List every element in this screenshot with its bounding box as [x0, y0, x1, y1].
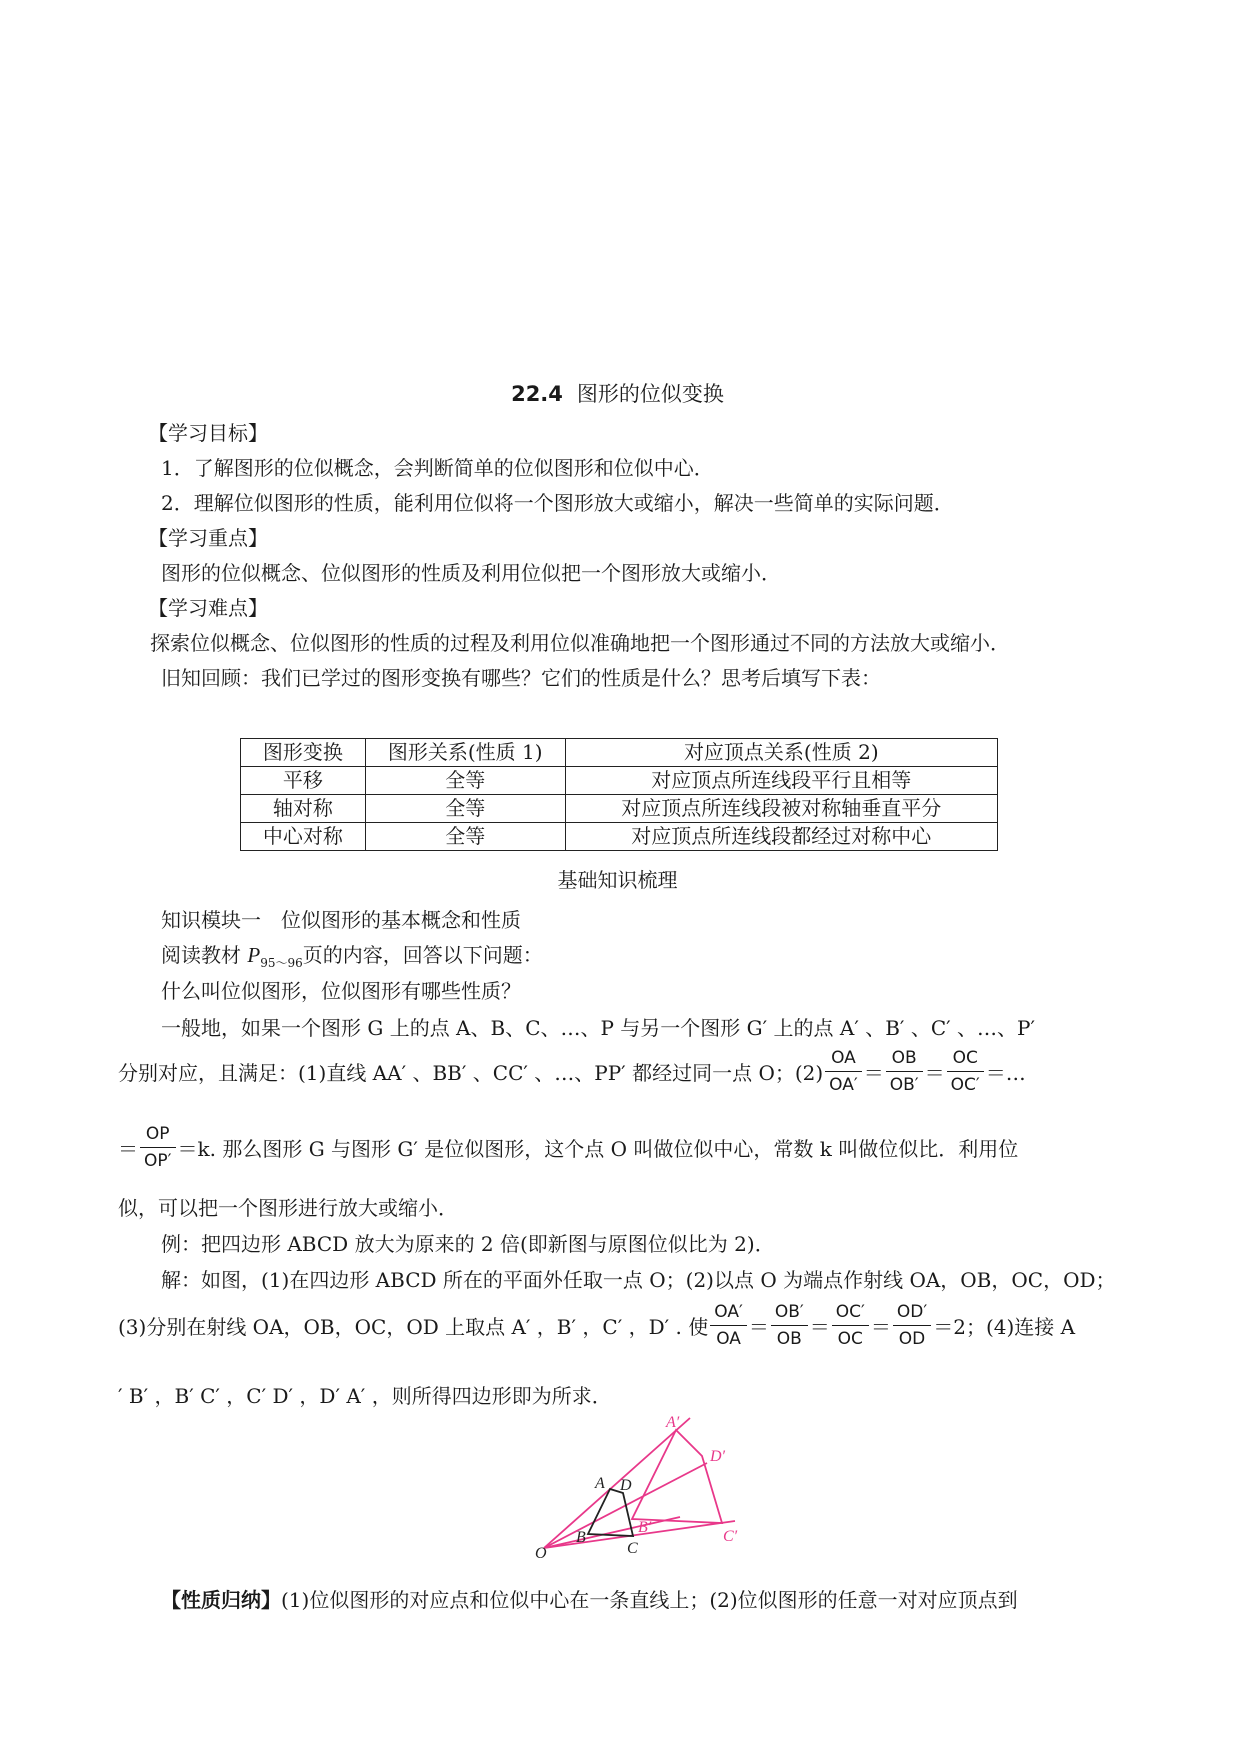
difficulties-heading: 【学习难点】	[148, 596, 268, 620]
solution-line-2-text: (3)分别在射线 OA，OB，OC，OD 上取点 A′ ，B′ ，C′ ，D′ . 使	[118, 1315, 709, 1339]
fraction-numerator: OC′	[832, 1302, 869, 1326]
summary-heading: 【性质归纳】	[161, 1588, 281, 1612]
equals-sign: ＝	[118, 1137, 138, 1161]
reading-prefix: 阅读教材	[161, 943, 241, 967]
fraction-denominator: OB′	[889, 1075, 919, 1095]
module-title: 知识模块一 位似图形的基本概念和性质	[161, 908, 521, 932]
reading-suffix: 页的内容，回答以下问题：	[302, 943, 543, 967]
fraction-denominator: OP′	[144, 1151, 172, 1171]
fraction-denominator: OC	[837, 1329, 863, 1349]
fraction-numerator: OA′	[710, 1302, 747, 1326]
equals-sign: ＝	[809, 1315, 830, 1339]
definition-line-1: 一般地，如果一个图形 G 上的点 A、B、C、…、P 与另一个图形 G′ 上的点 A′ 、B′ 、C′ 、…、P′	[161, 1016, 1036, 1040]
reading-instruction	[161, 939, 543, 971]
section-heading: 基础知识梳理	[557, 868, 678, 892]
fraction-numerator: OB′	[771, 1302, 808, 1326]
fraction-numerator: OP	[140, 1124, 176, 1148]
table-cell: 对应顶点所连线段平行且相等	[565, 767, 997, 795]
ratio-fraction	[140, 1124, 176, 1171]
fraction-denominator: OB	[776, 1329, 802, 1349]
label-a-prime: A′	[666, 1414, 680, 1431]
equals-sign: ＝	[924, 1061, 945, 1085]
enlarged-quadrilateral	[632, 1430, 722, 1523]
table-row	[241, 795, 998, 823]
difficulties-text: 探索位似概念、位似图形的性质的过程及利用位似准确地把一个图形通过不同的方法放大或缩小．	[150, 631, 1010, 655]
label-c-prime: C′	[723, 1528, 738, 1545]
ratio-fraction	[825, 1048, 862, 1095]
ratio-fraction	[832, 1302, 869, 1349]
transformation-table	[240, 738, 998, 851]
table-cell: 对应顶点所连线段都经过对称中心	[565, 823, 997, 851]
ellipsis-tail: ＝…	[985, 1061, 1026, 1085]
label-d: D	[620, 1477, 632, 1494]
goal-item-1: 1．了解图形的位似概念，会判断简单的位似图形和位似中心．	[161, 456, 714, 480]
label-c: C	[627, 1540, 638, 1557]
fraction-denominator: OA′	[829, 1075, 858, 1095]
table-row	[241, 767, 998, 795]
ratio-fraction	[771, 1302, 808, 1349]
definition-line-3	[118, 1124, 1018, 1171]
definition-line-2	[118, 1048, 1026, 1095]
table-cell: 对应顶点所连线段被对称轴垂直平分	[565, 795, 997, 823]
table-header-cell: 图形关系(性质 1)	[365, 739, 565, 767]
title-text: 图形的位似变换	[576, 382, 724, 406]
fraction-numerator: OB	[886, 1048, 923, 1072]
fraction-denominator: OD	[898, 1329, 926, 1349]
table-cell: 全等	[365, 767, 565, 795]
definition-line-3-text: ＝k. 那么图形 G 与图形 G′ 是位似图形，这个点 O 叫做位似中心，常数 k 叫做位似比．利用位	[177, 1137, 1019, 1161]
page-title	[0, 378, 1235, 408]
table-cell: 全等	[365, 823, 565, 851]
table-cell: 平移	[241, 767, 366, 795]
review-question: 旧知回顾：我们已学过的图形变换有哪些？它们的性质是什么？思考后填写下表：	[161, 666, 881, 690]
equals-sign: ＝	[748, 1315, 769, 1339]
definition-line-2-text: 分别对应，且满足：(1)直线 AA′ 、BB′ 、CC′ 、…、PP′ 都经过同一点 O；(2)	[118, 1061, 824, 1085]
fraction-numerator: OD′	[893, 1302, 931, 1326]
key-points-heading: 【学习重点】	[148, 526, 268, 550]
fraction-denominator: OC′	[950, 1075, 980, 1095]
equals-sign: ＝	[863, 1061, 884, 1085]
page-range: 95～96	[260, 956, 303, 970]
homothety-figure	[530, 1410, 750, 1560]
table-header-cell: 图形变换	[241, 739, 366, 767]
property-summary	[161, 1584, 1018, 1613]
fraction-numerator: OA	[825, 1048, 862, 1072]
solution-line-2	[118, 1302, 1075, 1349]
goals-heading: 【学习目标】	[148, 421, 268, 445]
ratio-fraction	[947, 1048, 984, 1095]
table-header-row	[241, 739, 998, 767]
table-cell: 轴对称	[241, 795, 366, 823]
section-number: 22.4	[511, 382, 563, 406]
solution-line-3: ′ B′ ，B′ C′ ，C′ D′ ，D′ A′ ，则所得四边形即为所求．	[118, 1384, 612, 1408]
equals-sign: ＝	[870, 1315, 891, 1339]
page-letter: P	[247, 943, 261, 967]
ratio-fraction	[710, 1302, 747, 1349]
goal-item-2: 2．理解位似图形的性质，能利用位似将一个图形放大或缩小，解决一些简单的实际问题．	[161, 491, 954, 515]
fraction-numerator: OC	[947, 1048, 984, 1072]
table-cell: 全等	[365, 795, 565, 823]
label-b-prime: B′	[638, 1519, 652, 1536]
table-row	[241, 823, 998, 851]
label-o: O	[535, 1545, 547, 1560]
fraction-denominator: OA	[716, 1329, 741, 1349]
example-statement: 例：把四边形 ABCD 放大为原来的 2 倍(即新图与原图位似比为 2)．	[161, 1232, 775, 1256]
label-a: A	[595, 1475, 605, 1492]
definition-line-4: 似，可以把一个图形进行放大或缩小．	[118, 1196, 458, 1220]
label-d-prime: D′	[710, 1448, 726, 1465]
table-cell: 中心对称	[241, 823, 366, 851]
summary-text: (1)位似图形的对应点和位似中心在一条直线上；(2)位似图形的任意一对对应顶点到	[281, 1588, 1018, 1612]
ratio-fraction	[893, 1302, 931, 1349]
solution-line-2-tail: ＝2；(4)连接 A	[933, 1315, 1076, 1339]
key-points-text: 图形的位似概念、位似图形的性质及利用位似把一个图形放大或缩小．	[161, 561, 781, 585]
solution-line-1: 解：如图，(1)在四边形 ABCD 所在的平面外任取一点 O；(2)以点 O 为端点作射线 OA，OB，OC，OD；	[161, 1268, 1116, 1292]
module-question: 什么叫位似图形，位似图形有哪些性质？	[161, 979, 521, 1003]
label-b: B	[576, 1529, 586, 1546]
table-header-cell: 对应顶点关系(性质 2)	[565, 739, 997, 767]
ratio-fraction	[886, 1048, 923, 1095]
